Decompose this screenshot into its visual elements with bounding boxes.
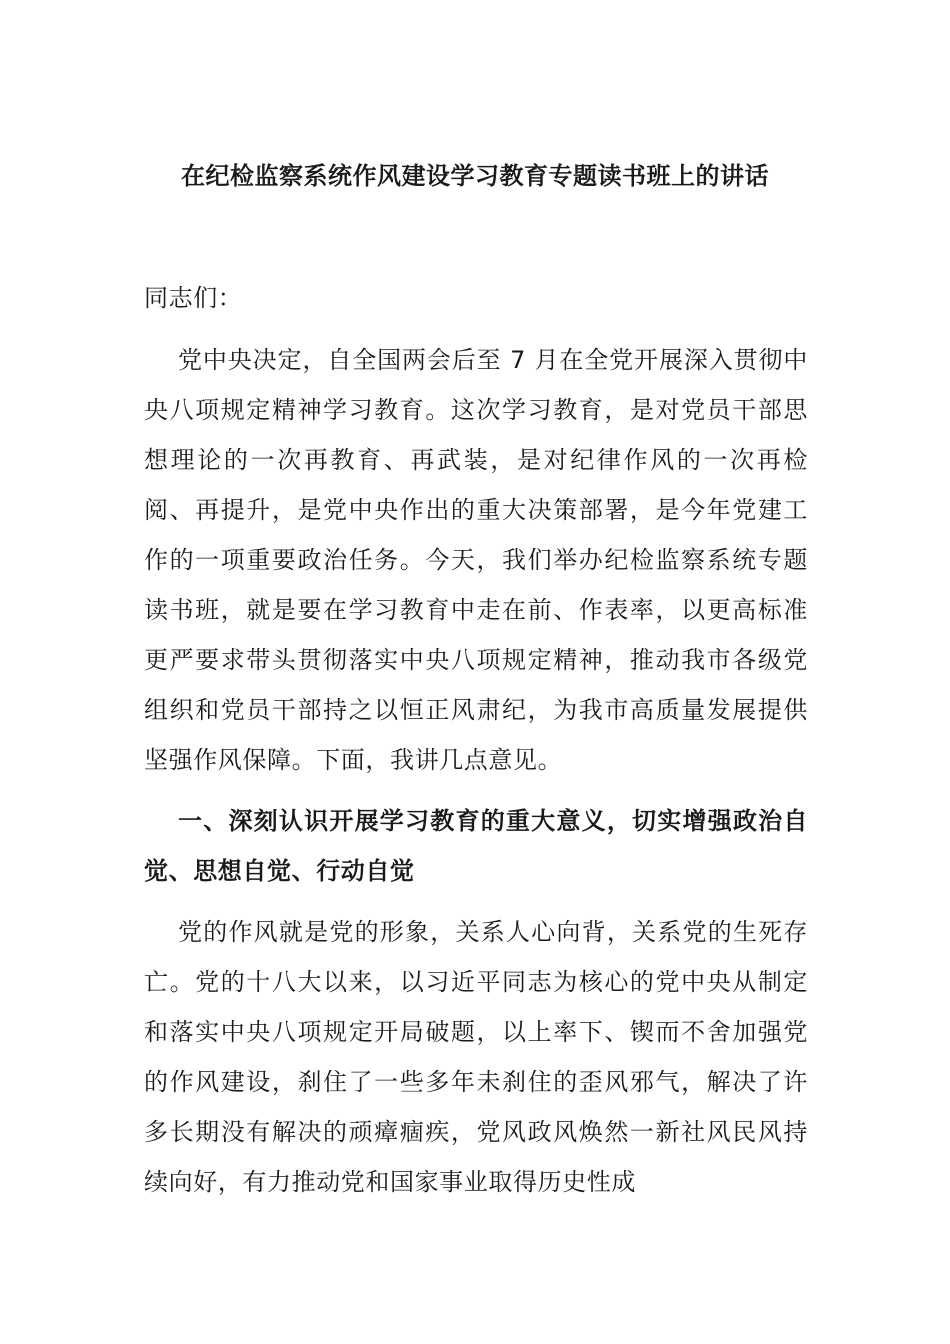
paragraph-2: 党的作风就是党的形象，关系人心向背，关系党的生死存亡。党的十八大以来，以习近平同志为核心的党中央从制定和落实中央八项规定开局破题，以上率下、锲而不舍加强党的作风建设，刹住了一些多年未刹住的歪风邪气，解决了许多长期没有解决的顽瘴痼疾，党风政风焕然一新社风民风持续向好，有力推动党和国家事业取得历史性成 — [144, 918, 808, 1196]
salutation: 同志们： — [144, 284, 243, 312]
document-title: 在纪检监察系统作风建设学习教育专题读书班上的讲话 — [181, 162, 769, 190]
section-heading-1: 一、深刻认识开展学习教育的重大意义，切实增强政治自觉、思想自觉、行动自觉 — [144, 807, 808, 885]
paragraph-1: 党中央决定，自全国两会后至 7 月在全党开展深入贯彻中央八项规定精神学习教育。这次学习教育，是对党员干部思想理论的一次再教育、再武装，是对纪律作风的一次再检阅、再提升，是党中央作出的重大决策部署，是今年党建工作的一项重要政治任务。今天，我们举办纪检监察系统专题读书班，就是要在学习教育中走在前、作表率，以更高标准更严要求带头贯彻落实中央八项规定精神，推动我市各级党组织和党员干部持之以恒正风肃纪，为我市高质量发展提供坚强作风保障。下面，我讲几点意见。 — [144, 346, 808, 774]
